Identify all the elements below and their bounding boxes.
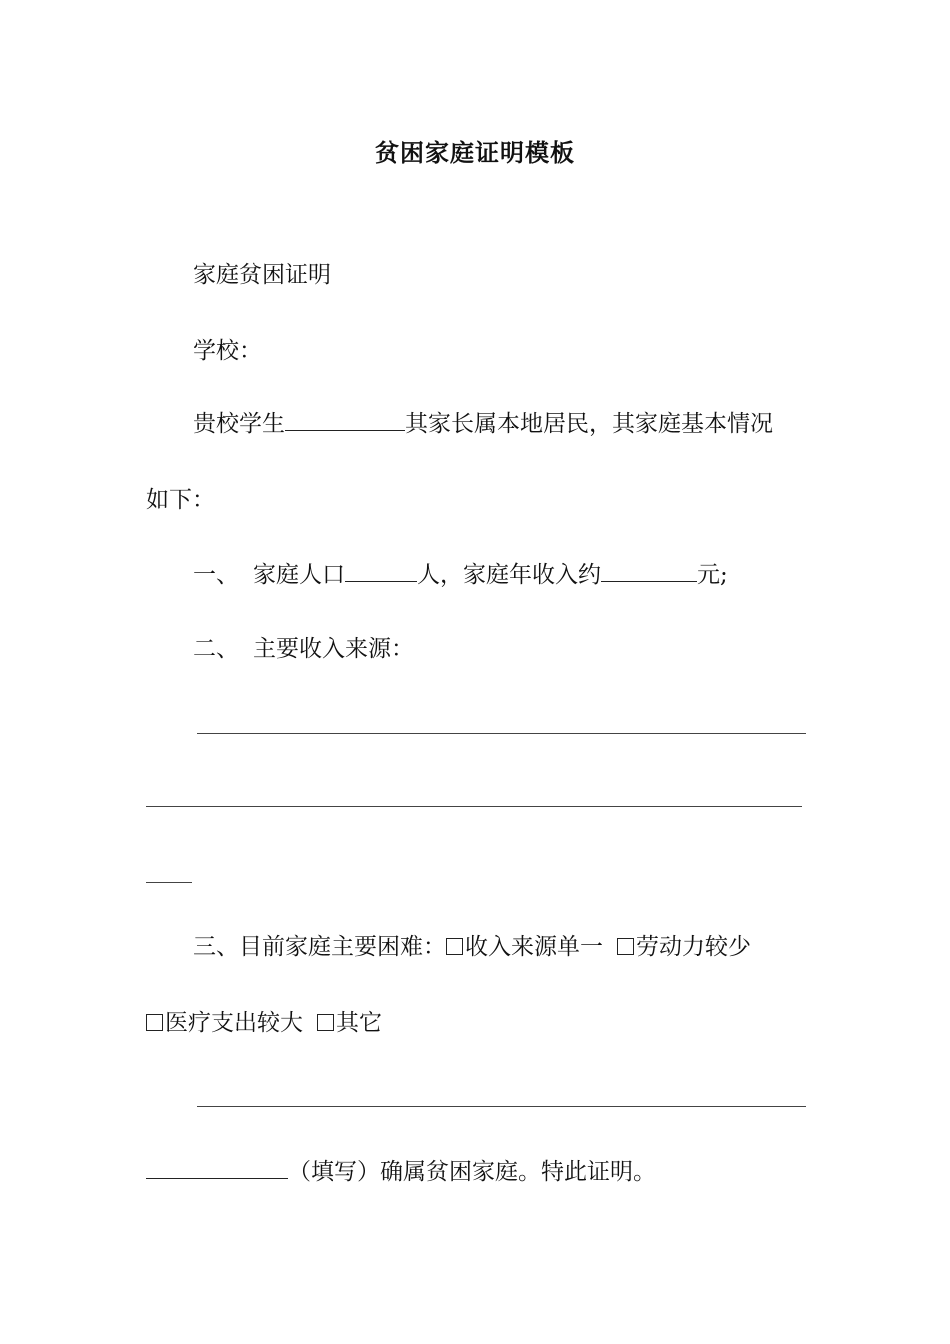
fill-note: （填写） xyxy=(288,1159,380,1185)
checkbox-single-income[interactable] xyxy=(446,938,463,955)
annual-income-blank[interactable] xyxy=(601,559,697,582)
checkbox-medical-expense[interactable] xyxy=(146,1014,163,1031)
income-source-blank-1[interactable] xyxy=(197,733,806,734)
option-medical-expense: 医疗支出较大 xyxy=(165,1010,303,1036)
item-1-text-1: 家庭人口 xyxy=(253,562,345,588)
other-difficulty-blank[interactable] xyxy=(197,1106,806,1107)
intro-text-2: 其家长属本地居民，其家庭基本情况 xyxy=(405,411,773,437)
item-3-continuation xyxy=(146,1006,382,1040)
closing-text: 确属贫困家庭。特此证明。 xyxy=(380,1159,656,1185)
item-1-number: 一、 xyxy=(193,562,239,588)
intro-line xyxy=(193,407,773,441)
fill-in-blank[interactable] xyxy=(146,1156,288,1179)
item-2-number: 二、 xyxy=(193,636,239,662)
intro-text-1: 贵校学生 xyxy=(193,411,285,437)
family-size-blank[interactable] xyxy=(345,559,417,582)
option-labor-shortage: 劳动力较少 xyxy=(636,934,751,960)
student-name-blank[interactable] xyxy=(285,408,405,431)
checkbox-labor-shortage[interactable] xyxy=(617,938,634,955)
item-1-line xyxy=(193,558,728,592)
closing-line xyxy=(146,1155,656,1189)
document-title: 贫困家庭证明模板 xyxy=(375,138,575,167)
option-other: 其它 xyxy=(336,1010,382,1036)
income-source-blank-2[interactable] xyxy=(146,806,802,807)
item-1-text-2: 人，家庭年收入约 xyxy=(417,562,601,588)
income-source-blank-3[interactable] xyxy=(146,882,192,883)
item-2-label: 主要收入来源： xyxy=(253,636,414,662)
item-1-text-3: 元; xyxy=(697,562,728,588)
item-3-label: 三、目前家庭主要困难： xyxy=(193,934,446,960)
certificate-heading: 家庭贫困证明 xyxy=(193,262,331,288)
checkbox-other[interactable] xyxy=(317,1014,334,1031)
intro-continuation: 如下： xyxy=(146,487,215,513)
item-2-line xyxy=(193,632,414,666)
salutation: 学校： xyxy=(193,338,262,364)
item-3-line xyxy=(193,930,751,964)
option-single-income: 收入来源单一 xyxy=(465,934,603,960)
